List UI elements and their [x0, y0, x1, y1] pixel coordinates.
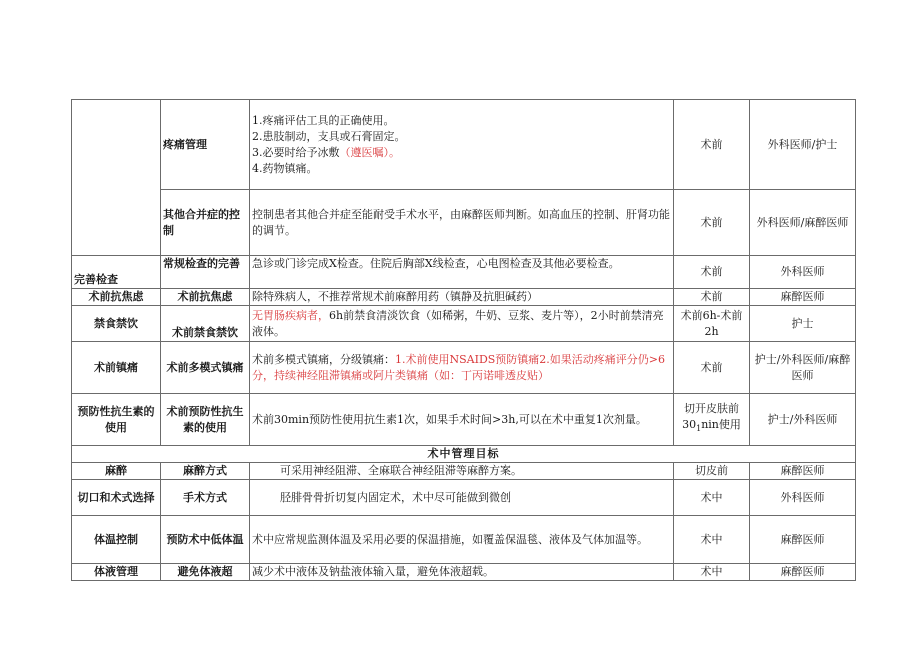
- subcategory-cell: 术前预防性抗生素的使用: [161, 394, 250, 446]
- table-row: [72, 516, 856, 564]
- content-cell: [250, 306, 674, 342]
- timing-cell: 术中: [674, 564, 750, 581]
- section-title: 术中管理目标: [72, 446, 856, 463]
- responsible-cell: 护士: [750, 306, 856, 342]
- responsible-cell: 护士/外科医师/麻醉医师: [750, 342, 856, 394]
- responsible-cell: 麻醉医师: [750, 516, 856, 564]
- timing-cell: 术前6h-术前2h: [674, 306, 750, 342]
- responsible-cell: 麻醉医师: [750, 289, 856, 306]
- list-item: 2.患肢制动，支具或石膏固定。: [252, 129, 406, 143]
- responsible-cell: 麻醉医师: [750, 564, 856, 581]
- timing-cell: [674, 394, 750, 446]
- list-item: 4.药物镇痛。: [252, 161, 318, 175]
- table-row: [72, 100, 856, 190]
- category-cell: 体温控制: [72, 516, 161, 564]
- category-cell: 麻醉: [72, 463, 161, 480]
- category-cell: 预防性抗生素的使用: [72, 394, 161, 446]
- category-cell: [72, 100, 161, 256]
- subcategory-cell: 术前多模式镇痛: [161, 342, 250, 394]
- category-cell: 体液管理: [72, 564, 161, 581]
- content-cell: 术中应常规监测体温及采用必要的保温措施，如覆盖保温毯、液体及气体加温等。: [250, 516, 674, 564]
- table-row: [72, 289, 856, 306]
- list-item: [252, 145, 671, 161]
- timing-cell: 术前: [674, 289, 750, 306]
- responsible-cell: 外科医师: [750, 256, 856, 289]
- timing-line: $30_1nin$使用: [682, 418, 741, 434]
- table-row: [72, 256, 856, 289]
- subcategory-cell: 疼痛管理: [161, 100, 250, 190]
- content-cell: 减少术中液体及钠盐液体输入量，避免体液超载。: [250, 564, 674, 581]
- subcategory-cell: 手术方式: [161, 480, 250, 516]
- timing-line: 切开皮肤前: [684, 402, 739, 416]
- category-cell: 术前抗焦虑: [72, 289, 161, 306]
- table-row: [72, 463, 856, 480]
- list-item: 1.疼痛评估工具的正确使用。: [252, 113, 395, 127]
- category-cell: 切口和术式选择: [72, 480, 161, 516]
- responsible-cell: 麻醉医师: [750, 463, 856, 480]
- content-cell: 除特殊病人，不推荐常规术前麻醉用药（镇静及抗胆碱药）: [250, 289, 674, 306]
- content-cell: [250, 100, 674, 190]
- content-text: 术前多模式镇痛，分级镇痛：: [252, 352, 395, 366]
- subcategory-cell: 其他合并症的控制: [161, 190, 250, 256]
- subcategory-cell: 术前抗焦虑: [161, 289, 250, 306]
- condition-note: 无胃肠疾病者，: [252, 308, 329, 322]
- category-cell: 术前镇痛: [72, 342, 161, 394]
- subcategory-cell: 避免体液超: [161, 564, 250, 581]
- content-cell: 急诊或门诊完成X检查。住院后胸部X线检查，心电图检查及其他必要检查。: [250, 256, 674, 289]
- timing-number: 30: [682, 418, 697, 432]
- analgesia-steps: 1.术前使用NSAIDS预防镇痛2.如果活动疼痛评分仍>6分，持续神经阻滞镇痛或阿片类镇痛（如：丁丙诺啡透皮贴）: [252, 352, 666, 382]
- table-row: [72, 480, 856, 516]
- subcategory-cell: 麻醉方式: [161, 463, 250, 480]
- responsible-cell: 外科医师/护士: [750, 100, 856, 190]
- subcategory-cell: 术前禁食禁饮: [161, 306, 250, 342]
- content-cell: 可采用神经阻滞、全麻联合神经阻滞等麻醉方案。: [250, 463, 674, 480]
- timing-cell: 术前: [674, 256, 750, 289]
- timing-unit: nin使用: [701, 418, 741, 432]
- content-text: 6h前禁食清淡饮食（如稀粥，牛奶、豆浆、麦片等），2小时前禁清亮液体。: [252, 308, 664, 338]
- table-row: [72, 394, 856, 446]
- subcategory-cell: 预防术中低体温: [161, 516, 250, 564]
- responsible-cell: 外科医师/麻醉医师: [750, 190, 856, 256]
- table-row: [72, 342, 856, 394]
- content-cell: 胫腓骨骨折切复内固定术，术中尽可能做到微创: [250, 480, 674, 516]
- responsible-cell: 外科医师: [750, 480, 856, 516]
- table-row: [72, 190, 856, 256]
- content-cell: [250, 342, 674, 394]
- table-row: [72, 446, 856, 463]
- content-cell: 控制患者其他合并症至能耐受手术水平，由麻醉医师判断。如高血压的控制、肝肾功能的调节。: [250, 190, 674, 256]
- doctor-order-note: （遵医嘱）。: [339, 145, 400, 159]
- timing-cell: 术中: [674, 516, 750, 564]
- timing-cell: 术前: [674, 342, 750, 394]
- responsible-cell: 护士/外科医师: [750, 394, 856, 446]
- timing-cell: 切皮前: [674, 463, 750, 480]
- timing-cell: 术中: [674, 480, 750, 516]
- list-item-text: 3.必要时给予冰敷: [252, 145, 340, 159]
- table-row: [72, 564, 856, 581]
- category-cell: 禁食禁饮: [72, 306, 161, 342]
- protocol-table: [71, 99, 856, 581]
- timing-cell: 术前: [674, 190, 750, 256]
- table-row: [72, 306, 856, 342]
- category-cell: 完善检查: [72, 256, 161, 289]
- timing-cell: 术前: [674, 100, 750, 190]
- content-cell: 术前30min预防性使用抗生素1次，如果手术时间>3h,可以在术中重复1次剂量。: [250, 394, 674, 446]
- subcategory-cell: 常规检查的完善: [161, 256, 250, 289]
